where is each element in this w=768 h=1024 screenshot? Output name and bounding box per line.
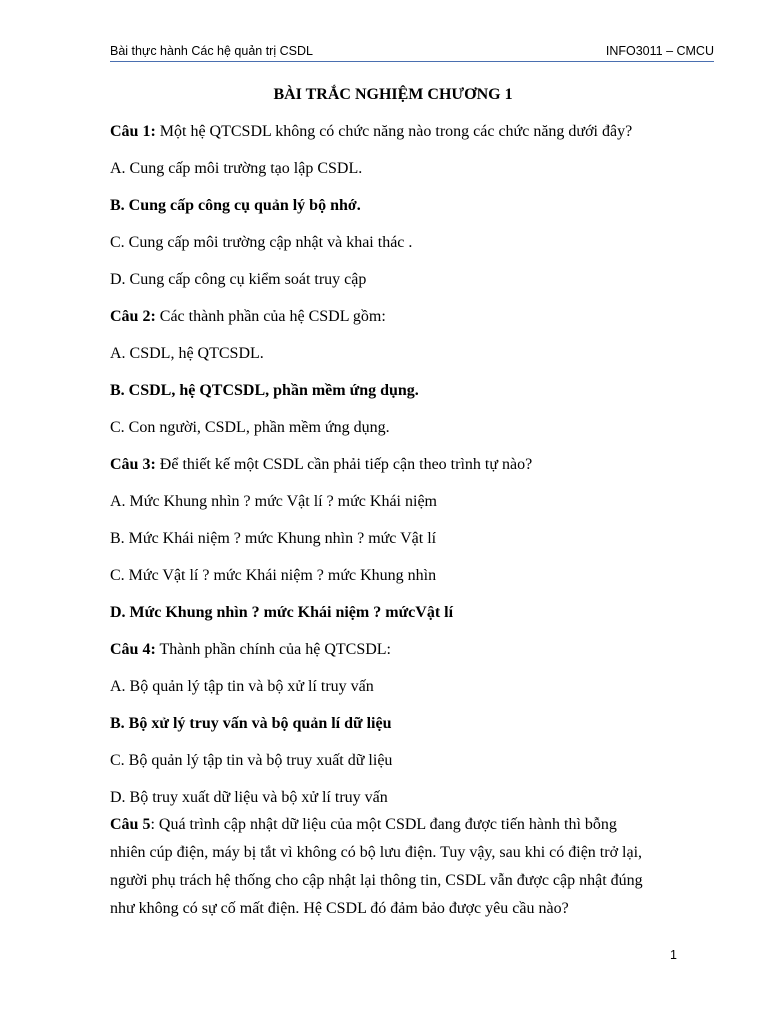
question-5 (110, 815, 617, 835)
question-5-text-line-2: nhiên cúp điện, máy bị tắt vì không có bộ lưu điện. Tuy vậy, sau khi có điện trở lại, (110, 844, 643, 861)
question-2-option-a: A. CSDL, hệ QTCSDL. (110, 345, 264, 362)
question-3-option-b: B. Mức Khái niệm ? mức Khung nhìn ? mức Vật lí (110, 530, 437, 547)
question-1-label: Câu 1: (110, 123, 156, 140)
question-3-text: Để thiết kế một CSDL cần phải tiếp cận theo trình tự nào? (155, 456, 533, 473)
question-5-label: Câu 5 (110, 816, 151, 833)
question-3 (110, 455, 532, 475)
question-5-text-line-4: như không có sự cố mất điện. Hệ CSDL đó đảm bảo được yêu cầu nào? (110, 900, 569, 917)
page-number: 1 (670, 948, 677, 962)
question-4-option-a: A. Bộ quản lý tập tin và bộ xử lí truy vấn (110, 678, 374, 695)
question-5-text-line-1: : Quá trình cập nhật dữ liệu của một CSDL đang được tiến hành thì bỗng (150, 816, 617, 833)
question-4-option-b: B. Bộ xử lý truy vấn và bộ quản lí dữ liệu (110, 715, 392, 732)
question-5-text-line-3: người phụ trách hệ thống cho cập nhật lại thông tin, CSDL vẫn được cập nhật đúng (110, 872, 643, 889)
question-4 (110, 640, 391, 660)
question-4-option-c: C. Bộ quản lý tập tin và bộ truy xuất dữ liệu (110, 752, 393, 769)
question-2-option-c: C. Con người, CSDL, phần mềm ứng dụng. (110, 419, 390, 436)
question-2 (110, 307, 386, 327)
question-2-text: Các thành phần của hệ CSDL gồm: (155, 308, 386, 325)
question-1 (110, 122, 632, 142)
question-1-option-d: D. Cung cấp công cụ kiểm soát truy cập (110, 271, 367, 288)
header-course-code: INFO3011 – CMCU (605, 44, 714, 58)
question-1-option-a: A. Cung cấp môi trường tạo lập CSDL. (110, 160, 363, 177)
question-1-option-b: B. Cung cấp công cụ quản lý bộ nhớ. (110, 197, 361, 214)
question-4-option-d: D. Bộ truy xuất dữ liệu và bộ xử lí truy vấn (110, 789, 388, 806)
header-course-title: Bài thực hành Các hệ quản trị CSDL (110, 44, 313, 58)
question-3-option-c: C. Mức Vật lí ? mức Khái niệm ? mức Khung nhìn (110, 567, 437, 584)
question-3-label: Câu 3: (110, 456, 156, 473)
question-3-option-d: D. Mức Khung nhìn ? mức Khái niệm ? mứcVật lí (110, 604, 454, 621)
document-title: BÀI TRẮC NGHIỆM CHƯƠNG 1 (273, 86, 513, 103)
page-header (110, 42, 714, 62)
question-3-option-a: A. Mức Khung nhìn ? mức Vật lí ? mức Khái niệm (110, 493, 437, 510)
question-2-label: Câu 2: (110, 308, 156, 325)
question-1-option-c: C. Cung cấp môi trường cập nhật và khai thác . (110, 234, 413, 251)
question-4-text: Thành phần chính của hệ QTCSDL: (155, 641, 391, 658)
question-4-label: Câu 4: (110, 641, 156, 658)
question-1-text: Một hệ QTCSDL không có chức năng nào trong các chức năng dưới đây? (155, 123, 633, 140)
question-2-option-b: B. CSDL, hệ QTCSDL, phần mềm ứng dụng. (110, 382, 419, 399)
